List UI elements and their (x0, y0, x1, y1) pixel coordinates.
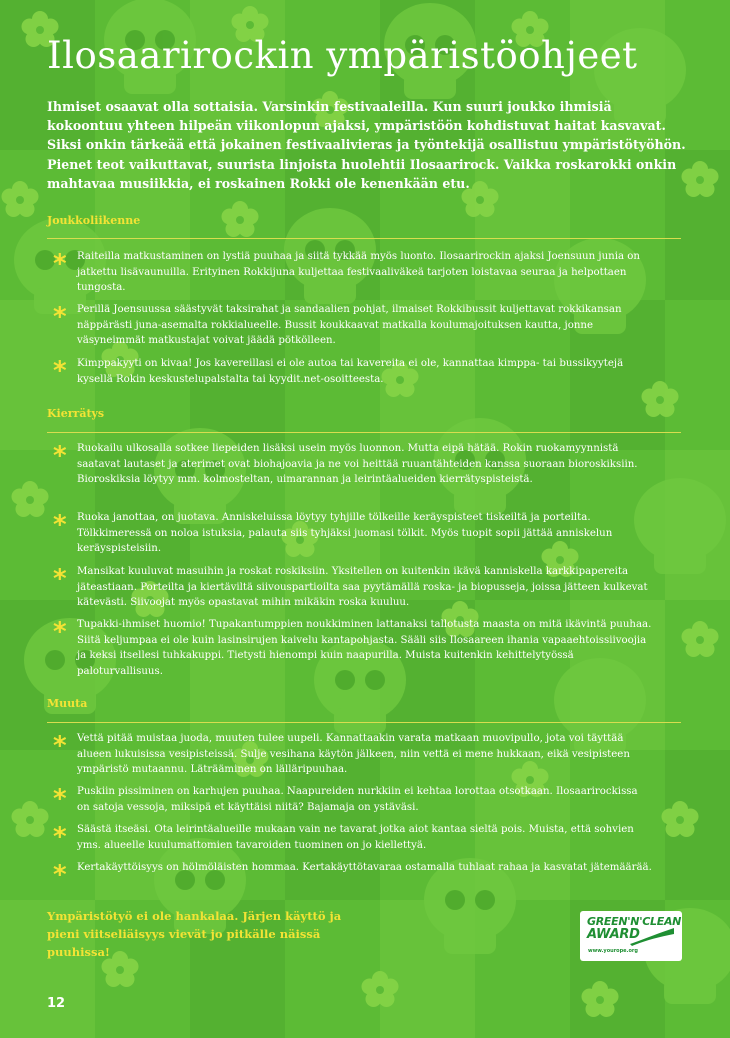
section-divider (47, 722, 681, 723)
list-item-text: Ruoka janottaa, on juotava. Anniskeluissa löytyy tyhjille tölkeille keräyspisteet tiskeiltä ja porteilta. Tölkkimeressä on noloa istuksia, palauta siis tyhjäksi juomasi tölkit. Myös tuopit sopii jättää anniskelun keräyspisteisiin. (77, 512, 613, 555)
list-item (53, 564, 653, 611)
page-title: Ilosaarirockin ympäristöohjeet (47, 34, 638, 77)
section-title-muuta: Muuta (47, 697, 88, 710)
asterisk-bullet-icon: * (53, 249, 67, 279)
asterisk-bullet-icon: * (53, 441, 67, 471)
swoosh-icon (630, 928, 674, 946)
asterisk-bullet-icon: * (53, 731, 67, 761)
closing-statement: Ympäristötyö ei ole hankalaa. Järjen käyttö ja pieni viitseliäisyys vievät jo pitkälle näissä puuhissa! (47, 909, 342, 959)
list-item (53, 249, 653, 296)
section-title-kierratys: Kierrätys (47, 407, 105, 420)
list-item (53, 302, 653, 349)
badge-title: GREEN'N'CLEAN (587, 915, 682, 928)
green-n-clean-award-logo (580, 911, 682, 961)
page-number: 12 (47, 996, 66, 1011)
list-item (53, 510, 653, 557)
list-item-text: Kimppakyyti on kivaa! Jos kavereillasi ei ole autoa tai kavereita ei ole, kannattaa kimppa- tai bussikyytejä kysellä Rokin keskustelupalstalta tai kyydit.net-osoitteesta. (77, 358, 624, 385)
badge-url: www.yourope.org (588, 948, 638, 954)
list-item-text: Säästä itseäsi. Ota leirintäalueille mukaan vain ne tavarat jotka aiot kantaa sieltä pois. Muista, että sohvien yms. alueelle kuulumattomien tavaroiden tuominen on jo kiellettyä. (77, 824, 634, 851)
badge-subtitle: AWARD (587, 927, 640, 942)
asterisk-bullet-icon: * (53, 860, 67, 890)
list-item (53, 822, 653, 853)
list-item-text: Tupakki-ihmiset huomio! Tupakantumppien noukkiminen lattanaksi tallotusta maasta on mitä ikävintä puuhaa. Siitä keljumpaa ei ole kuin lasinsirujen kaivelu kantapohjasta. Sääli siis Ilosaareen ihania vapaaehtoissiivoojia ja keksi itsellesi tuhkakuppi. Tietysti hienompi kuin naapurilla. Muista kuitenkin kehittelytyössä paloturvallisuus. (77, 619, 652, 677)
list-item (53, 356, 653, 387)
asterisk-bullet-icon: * (53, 510, 67, 540)
intro-paragraph: Ihmiset osaavat olla sottaisia. Varsinkin festivaaleilla. Kun suuri joukko ihmisiä kokoontuu yhteen hilpeän viikonlopun ajaksi, ympäristöön kohdistuvat haitat kasvavat. Siksi onkin tärkeää että jokainen festivaalivieras ja työntekijä osallistuu ympäristötyöhön. Pienet teot vaikuttavat, suurista linjoista huolehtii Ilosaarirock. Vaikka roskarokki onkin mahtavaa musiikkia, ei roskainen Rokki ole kenenkään etu. (47, 99, 686, 191)
section-divider (47, 432, 681, 433)
asterisk-bullet-icon: * (53, 564, 67, 594)
list-item-text: Mansikat kuuluvat masuihin ja roskat roskiksiin. Yksitellen on kuitenkin ikävä kanniskella karkkipapereita jäteastiaan. Porteilta ja kiertäviltä siivouspartioilta saa pyytämällä roska- ja biopusseja, joissa jätteen kulkevat kätevästi. Siivoojat myös opastavat mihin mikäkin roska kuuluu. (77, 566, 648, 609)
asterisk-bullet-icon: * (53, 784, 67, 814)
asterisk-bullet-icon: * (53, 302, 67, 332)
section-title-joukkoliikenne: Joukkoliikenne (47, 214, 141, 227)
section-divider (47, 238, 681, 239)
list-item (53, 731, 653, 778)
list-item-text: Vettä pitää muistaa juoda, muuten tulee uupeli. Kannattaakin varata matkaan muovipullo, jota voi täyttää alueen lukuisissa vesipisteissä. Sulje vesihana käytön jälkeen, niin vettä ei mene hukkaan, eikä vesipisteen ympäristö mutaannu. Läträäminen on lälläripuuhaa. (77, 733, 630, 776)
asterisk-bullet-icon: * (53, 356, 67, 386)
list-item (53, 617, 653, 679)
asterisk-bullet-icon: * (53, 822, 67, 852)
list-item-text: Raiteilla matkustaminen on lystiä puuhaa ja siitä tykkää myös luonto. Ilosaarirockin ajaksi Joensuun junia on jatkettu lisävaunuilla. Erityinen Rokkijuna kuljettaa festivaaliväkeä tarjoten loistavaa seuraa ja helpottaen tungosta. (77, 251, 640, 294)
list-item (53, 784, 653, 815)
list-item-text: Perillä Joensuussa säästyvät taksirahat ja sandaalien pohjat, ilmaiset Rokkibussit kuljettavat rokkikansan näppärästi juna-asemalta rokkialueelle. Bussit koukkaavat matkalla koulumajoituksen kautta, jonne väsyneimmät matkustajat voivat jäädä pötkölleen. (77, 304, 622, 347)
list-item-text: Puskiin pissiminen on karhujen puuhaa. Naapureiden nurkkiin ei kehtaa lorottaa otsotkaan. Ilosaarirockissa on satoja vessoja, miksipä et käyttäisi niitä? Bajamaja on ystäväsi. (77, 786, 638, 813)
list-item-text: Ruokailu ulkosalla sotkee liepeiden lisäksi usein myös luonnon. Mutta eipä hätää. Rokin ruokamyynnistä saatavat lautaset ja aterimet ovat biohajoavia ja ne voi heittää ruuantähteiden kanssa suoraan bioroskiksiin. Bioroskiksia löytyy mm. kolmosteltan, uimarannan ja leirintäalueiden kierrätyspisteistä. (77, 443, 638, 486)
list-item (53, 860, 653, 890)
asterisk-bullet-icon: * (53, 617, 67, 647)
list-item (53, 441, 653, 488)
list-item-text: Kertakäyttöisyys on hölmöläisten hommaa. Kertakäyttötavaraa ostamalla tuhlaat rahaa ja kasvatat jätemäärää. (77, 862, 652, 873)
